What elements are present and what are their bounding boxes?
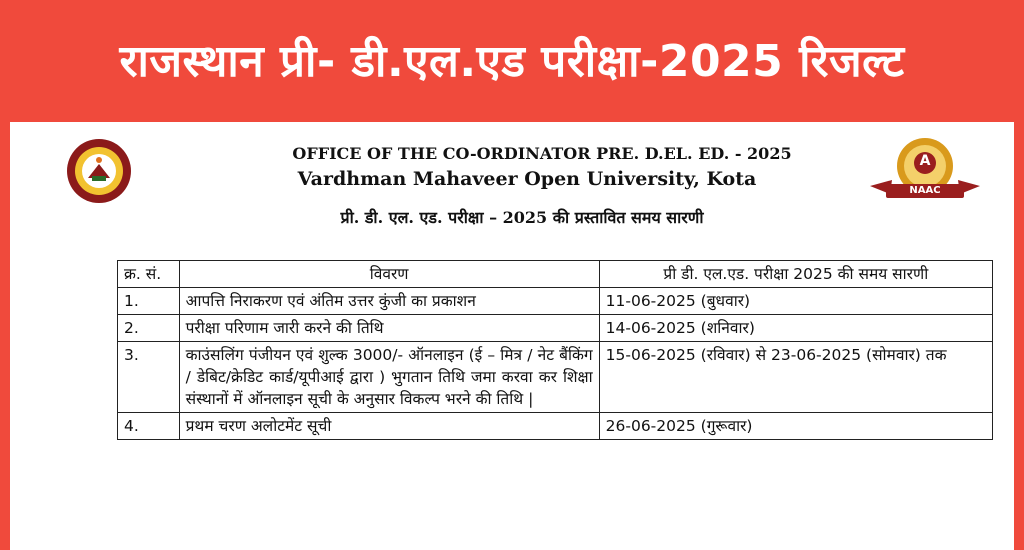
naac-seal-icon — [866, 136, 984, 210]
table-header-row — [118, 261, 993, 288]
row-description: प्रथम चरण अलोटमेंट सूची — [179, 413, 599, 440]
row-description: आपत्ति निराकरण एवं अंतिम उत्तर कुंजी का प्रकाशन — [179, 288, 599, 315]
row-date: 14-06-2025 (शनिवार) — [599, 315, 992, 342]
header-description: विवरण — [179, 261, 599, 288]
naac-grade: A — [919, 153, 931, 169]
table-row — [118, 315, 993, 342]
row-date: 15-06-2025 (रविवार) से 23-06-2025 (सोमवार) तक — [599, 342, 992, 413]
schedule-subject: प्री. डी. एल. एड. परीक्षा – 2025 की प्रस्तावित समय सारणी — [340, 208, 704, 227]
table-row — [118, 288, 993, 315]
row-description: काउंसलिंग पंजीयन एवं शुल्क 3000/- ऑनलाइन (ई – मित्र / नेट बैंकिंग / डेबिट/क्रेडिट कार्ड/यूपीआई द्वारा ) भुगतान तिथि जमा करवा कर शिक्षा संस्थानों में ऑनलाइन सूची के अनुसार विकल्प भरने की तिथि | — [179, 342, 599, 413]
row-date: 11-06-2025 (बुधवार) — [599, 288, 992, 315]
page-title: राजस्थान प्री- डी.एल.एड परीक्षा-2025 रिजल्ट — [119, 36, 905, 87]
university-name: Vardhman Mahaveer Open University, Kota — [297, 168, 757, 190]
row-date: 26-06-2025 (गुरूवार) — [599, 413, 992, 440]
row-description: परीक्षा परिणाम जारी करने की तिथि — [179, 315, 599, 342]
table-row — [118, 342, 993, 413]
office-heading: OFFICE OF THE CO-ORDINATOR PRE. D.EL. ED. - 2025 — [292, 144, 792, 163]
header-schedule: प्री डी. एल.एड. परीक्षा 2025 की समय सारणी — [599, 261, 992, 288]
row-sno: 1. — [118, 288, 180, 315]
table-row — [118, 413, 993, 440]
title-banner — [0, 0, 1024, 118]
row-sno: 3. — [118, 342, 180, 413]
schedule-table — [117, 260, 993, 440]
naac-label: NAAC — [909, 185, 941, 196]
naac-badge — [866, 136, 984, 210]
header-sno: क्र. सं. — [118, 261, 180, 288]
row-sno: 4. — [118, 413, 180, 440]
row-sno: 2. — [118, 315, 180, 342]
